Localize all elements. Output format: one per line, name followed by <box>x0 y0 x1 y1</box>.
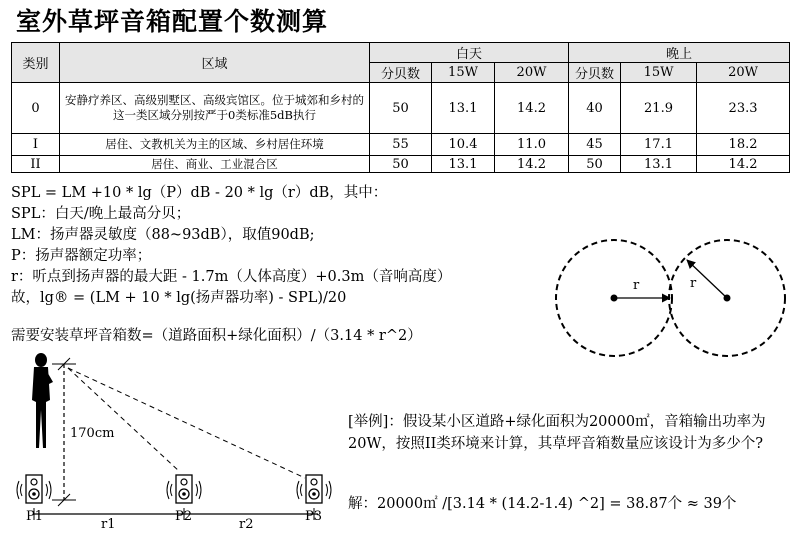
row-night-20w: 14.2 <box>697 156 790 173</box>
distance-label-r1: r1 <box>101 517 116 532</box>
row-night-db: 40 <box>569 83 621 134</box>
page-title: 室外草坪音箱配置个数测算 <box>16 7 329 36</box>
row-category: II <box>12 156 60 173</box>
distance-label-r2: r2 <box>239 517 254 532</box>
subheader-day-20w: 20W <box>495 63 569 83</box>
formula-line: r：听点到扬声器的最大距 - 1.7m（人体高度）+0.3m（音响高度） <box>11 269 452 285</box>
person-silhouette <box>32 353 53 448</box>
subheader-night-20w: 20W <box>697 63 790 83</box>
row-day-db: 55 <box>370 134 432 156</box>
row-area: 居住、文教机关为主的区域、乡村居住环境 <box>60 134 370 156</box>
formula-line: P：扬声器额定功率； <box>11 248 152 264</box>
header-day: 白天 <box>370 43 569 63</box>
row-day-20w: 11.0 <box>495 134 569 156</box>
formula-line: LM：扬声器灵敏度（88~93dB），取值90dB; <box>11 227 315 243</box>
row-area: 安静疗养区、高级别墅区、高级宾馆区。位于城郊和乡村的这一类区域分别按严于0类标准5dB执行 <box>60 83 370 134</box>
header-area: 区域 <box>60 43 370 83</box>
row-day-db: 50 <box>370 83 432 134</box>
row-day-20w: 14.2 <box>495 156 569 173</box>
row-day-15w: 13.1 <box>432 83 495 134</box>
speaker-icon <box>17 475 51 503</box>
row-night-15w: 21.9 <box>621 83 697 134</box>
speaker-label-p2: P2 <box>175 509 193 524</box>
example-text: [举例]：假设某小区道路+绿化面积为20000㎡，音箱输出功率为20W，按照II类环境来计算，其草坪音箱数量应该设计为多少个? <box>348 414 766 452</box>
answer-text: 解：20000㎡ /[3.14 * (14.2-1.4) ^2] = 38.87个 ≈ 39个 <box>348 496 737 512</box>
height-label: 170cm <box>70 426 115 441</box>
header-category: 类别 <box>12 43 60 83</box>
speaker-point-2 <box>724 295 731 302</box>
subheader-night-15w: 15W <box>621 63 697 83</box>
speaker-icon <box>167 475 201 503</box>
row-category: I <box>12 134 60 156</box>
sound-path-p2 <box>68 368 180 472</box>
row-area: 居住、商业、工业混合区 <box>60 156 370 173</box>
formula-line: SPL = LM +10 * lg（P）dB - 20 * lg（r）dB，其中： <box>11 185 388 201</box>
speaker-label-p1: P1 <box>26 509 44 524</box>
subheader-day-db: 分贝数 <box>370 63 432 83</box>
speaker-point-1 <box>611 295 618 302</box>
subheader-day-15w: 15W <box>432 63 495 83</box>
row-day-db: 50 <box>370 156 432 173</box>
circle-radius-label: r <box>633 278 640 293</box>
speaker-icon <box>297 475 331 503</box>
row-night-db: 50 <box>569 156 621 173</box>
formula-line: 故，lg® = (LM + 10 * lg(扬声器功率) - SPL)/20 <box>11 290 347 306</box>
row-night-20w: 23.3 <box>697 83 790 134</box>
circle-radius-label: r <box>690 276 697 291</box>
row-night-20w: 18.2 <box>697 134 790 156</box>
speaker-label-p3: P3 <box>305 509 323 524</box>
sound-path-p3 <box>68 368 305 478</box>
row-night-15w: 17.1 <box>621 134 697 156</box>
row-category: 0 <box>12 83 60 134</box>
speaker-count-formula: 需要安装草坪音箱数=（道路面积+绿化面积）/（3.14 * r^2） <box>11 328 422 344</box>
row-night-db: 45 <box>569 134 621 156</box>
formula-line: SPL：白天/晚上最高分贝； <box>11 206 191 222</box>
row-day-15w: 13.1 <box>432 156 495 173</box>
row-day-15w: 10.4 <box>432 134 495 156</box>
subheader-night-db: 分贝数 <box>569 63 621 83</box>
header-night: 晚上 <box>569 43 790 63</box>
row-night-15w: 13.1 <box>621 156 697 173</box>
row-day-20w: 14.2 <box>495 83 569 134</box>
